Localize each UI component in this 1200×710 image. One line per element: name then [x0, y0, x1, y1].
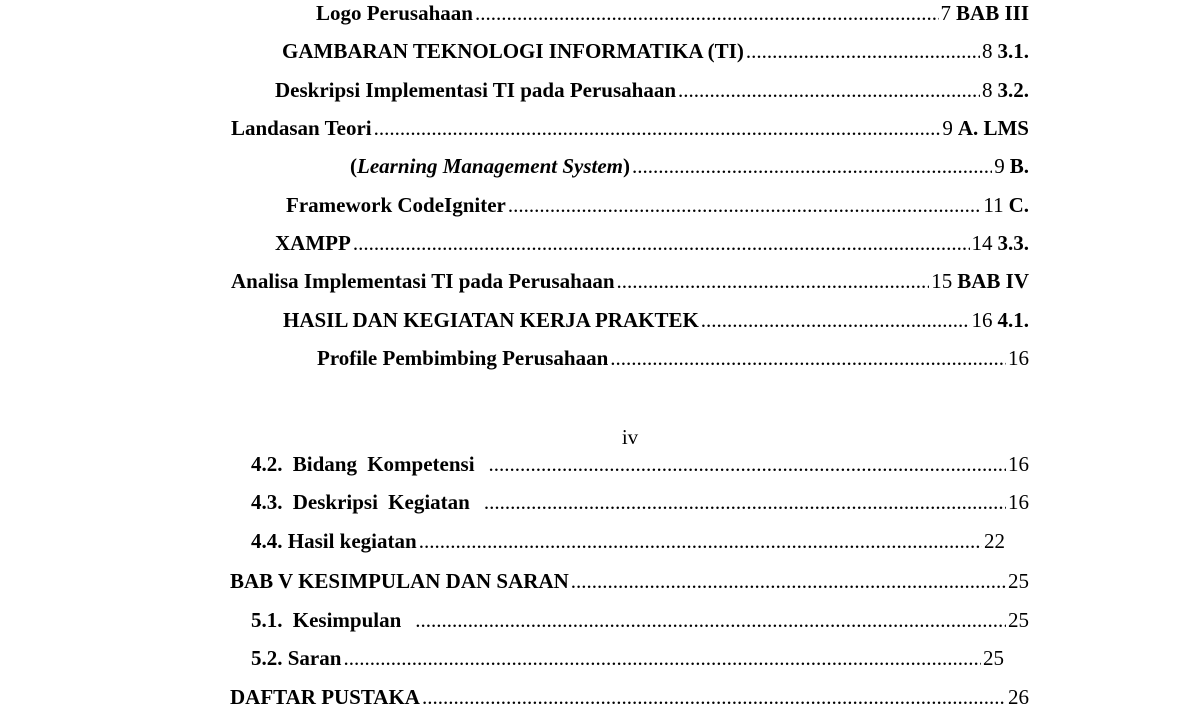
dot-leader: [746, 38, 980, 64]
toc-entry-page: 16: [1008, 346, 1029, 370]
dot-leader: [632, 153, 992, 179]
dot-leader: [508, 192, 981, 218]
toc-entry-deskripsi-implementasi[interactable]: [275, 77, 1029, 103]
dot-leader: [610, 345, 1006, 371]
toc-entry-page: 25: [983, 646, 1004, 670]
toc-entry-profile-pembimbing[interactable]: [317, 345, 1029, 371]
dot-leader: [343, 645, 981, 671]
toc-entry-label: XAMPP: [275, 231, 351, 255]
toc-entry-saran[interactable]: [251, 645, 1004, 671]
toc-entry-label: 5.1. Kesimpulan: [251, 608, 402, 632]
dot-leader: [374, 115, 941, 141]
toc-entry-label: Landasan Teori: [231, 116, 372, 140]
dot-leader: [617, 268, 930, 294]
toc-entry-xampp[interactable]: [275, 230, 1029, 256]
toc-entry-page: 9: [942, 116, 953, 140]
toc-entry-label: Learning Management System: [357, 154, 624, 178]
toc-next-heading: BAB III: [956, 1, 1029, 25]
toc-entry-hasil-kegiatan[interactable]: [251, 528, 1005, 554]
toc-entry-label: Deskripsi Implementasi TI pada Perusahaan: [275, 78, 677, 102]
dot-leader: [678, 77, 980, 103]
toc-entry-analisa-implementasi[interactable]: [231, 268, 1029, 294]
toc-entry-label: DAFTAR PUSTAKA: [230, 685, 420, 709]
dot-leader: [415, 607, 1006, 633]
page-number: iv: [621, 425, 639, 449]
toc-entry-label: Framework CodeIgniter: [286, 193, 506, 217]
toc-entry-hasil-kegiatan-kp[interactable]: [283, 307, 1029, 333]
toc-entry-page: 8: [982, 39, 993, 63]
dot-leader: [419, 528, 982, 554]
toc-next-heading: 3.3.: [997, 231, 1029, 255]
toc-entry-daftar-pustaka[interactable]: [230, 684, 1029, 710]
toc-entry-label: 5.2. Saran: [251, 646, 342, 670]
toc-entry-label: GAMBARAN TEKNOLOGI INFORMATIKA (TI): [282, 39, 744, 63]
paren-close: ): [623, 154, 631, 178]
toc-entry-bidang-kompetensi[interactable]: [251, 451, 1029, 477]
toc-next-heading: B.: [1009, 154, 1029, 178]
toc-entry-page: 16: [1008, 490, 1029, 514]
toc-entry-label: BAB V KESIMPULAN DAN SARAN: [230, 569, 569, 593]
toc-entry-lms[interactable]: [350, 153, 1029, 179]
toc-entry-label: 4.4. Hasil kegiatan: [251, 529, 417, 553]
toc-entry-logo-perusahaan[interactable]: [316, 0, 1029, 26]
toc-entry-page: 25: [1008, 608, 1029, 632]
toc-entry-label: Analisa Implementasi TI pada Perusahaan: [231, 269, 615, 293]
toc-entry-label: Profile Pembimbing Perusahaan: [317, 346, 609, 370]
dot-leader: [701, 307, 970, 333]
dot-leader: [353, 230, 970, 256]
toc-entry-gambaran-ti[interactable]: [282, 38, 1029, 64]
toc-entry-page: 14: [971, 231, 993, 255]
dot-leader: [489, 451, 1006, 477]
toc-entry-landasan-teori[interactable]: [231, 115, 1029, 141]
toc-entry-page: 7: [940, 1, 952, 25]
toc-entry-page: 9: [994, 154, 1005, 178]
toc-entry-codeigniter[interactable]: [286, 192, 1029, 218]
toc-entry-label: Logo Perusahaan: [316, 1, 473, 25]
toc-next-heading: C.: [1008, 193, 1029, 217]
toc-next-heading: BAB IV: [957, 269, 1029, 293]
dot-leader: [484, 489, 1006, 515]
toc-next-heading: 3.1.: [997, 39, 1029, 63]
toc-entry-page: 26: [1008, 685, 1029, 709]
paren-open: (: [350, 154, 357, 178]
toc-entry-page: 15: [931, 269, 953, 293]
toc-entry-page: 16: [971, 308, 993, 332]
toc-entry-label: 4.2. Bidang Kompetensi: [251, 452, 475, 476]
toc-entry-page: 25: [1008, 569, 1029, 593]
toc-entry-page: 16: [1008, 452, 1029, 476]
toc-next-heading: 4.1.: [997, 308, 1029, 332]
toc-entry-page: 22: [984, 529, 1005, 553]
toc-entry-label: 4.3. Deskripsi Kegiatan: [251, 490, 470, 514]
toc-entry-deskripsi-kegiatan[interactable]: [251, 489, 1029, 515]
toc-entry-page: 11: [983, 193, 1004, 217]
toc-next-heading: A. LMS: [957, 116, 1029, 140]
toc-next-heading: 3.2.: [997, 78, 1029, 102]
dot-leader: [571, 568, 1006, 594]
toc-entry-page: 8: [982, 78, 993, 102]
toc-entry-bab-v[interactable]: [230, 568, 1029, 594]
dot-leader: [475, 0, 939, 26]
toc-entry-label: HASIL DAN KEGIATAN KERJA PRAKTEK: [283, 308, 699, 332]
dot-leader: [422, 684, 1006, 710]
toc-entry-kesimpulan[interactable]: [251, 607, 1029, 633]
